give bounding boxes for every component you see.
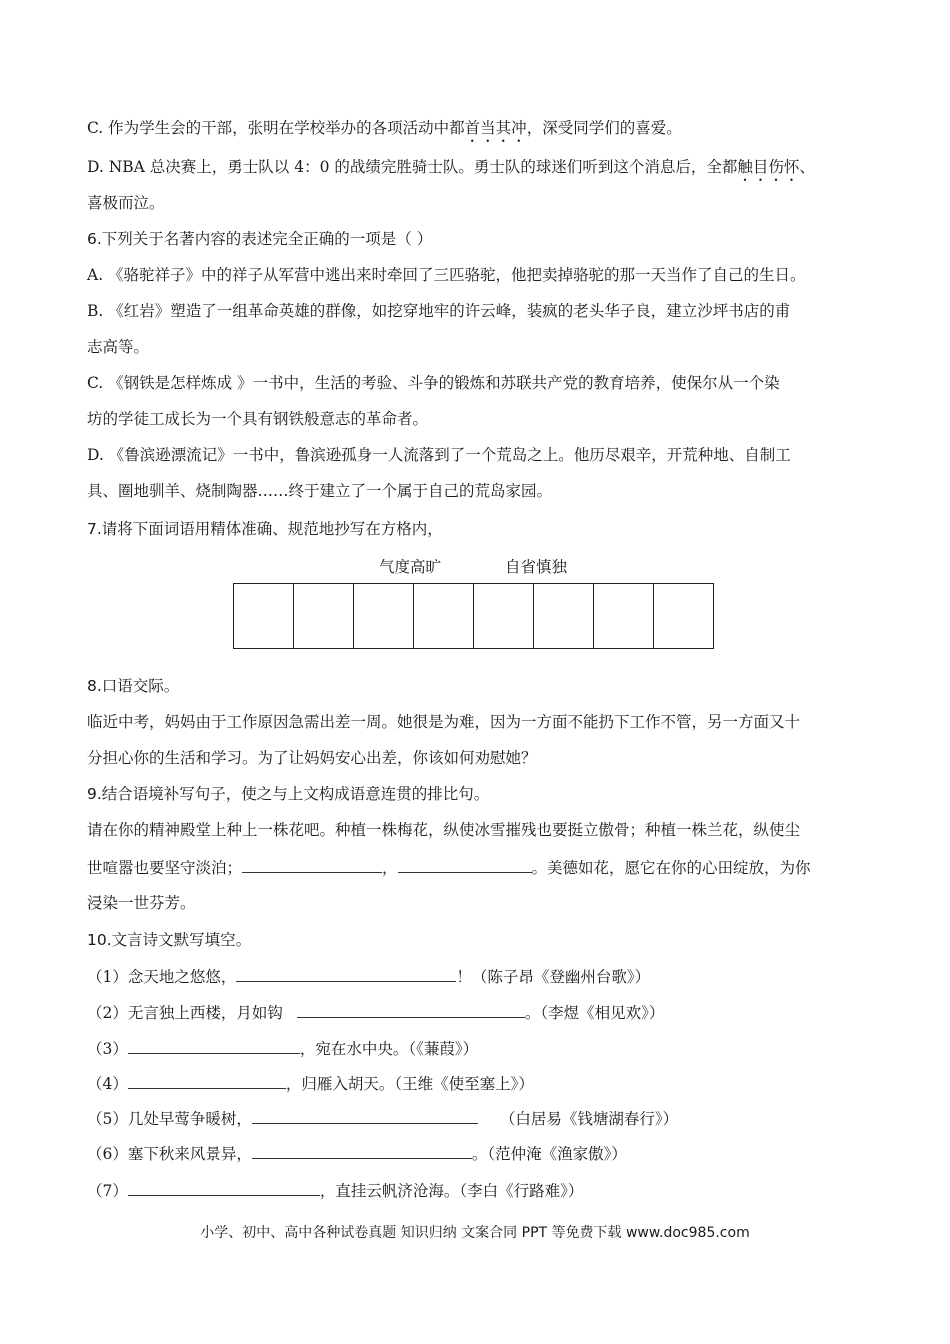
poem-blank-6[interactable] — [252, 1143, 472, 1159]
q10-item-4-start: （4） — [87, 1075, 128, 1093]
q10-item-3-end: ，宛在水中央。（《蒹葭》） — [299, 1040, 479, 1058]
q7-word-1: 气度高旷 — [379, 558, 442, 576]
q10-item-6-start: （6）塞下秋来风景异， — [87, 1145, 252, 1163]
q6-option-c: C. 《钢铁是怎样炼成 》一书中，生活的考验、斗争的锻炼和苏联共产党的教育培养，使保尔从一个染 — [87, 374, 780, 392]
q6-option-b-line2: 志高等。 — [87, 338, 150, 356]
grid-cell[interactable] — [534, 584, 594, 648]
poem-blank-1[interactable] — [236, 966, 456, 982]
q10-item-7-start: （7） — [87, 1182, 128, 1200]
fill-blank-1[interactable] — [242, 857, 382, 873]
q8-title: 8.口语交际。 — [87, 677, 180, 695]
q10-item-5 — [87, 1108, 678, 1129]
q6-option-b: B. 《红岩》塑造了一组革命英雄的群像，如挖穿地牢的许云峰，装疯的老头华子良，建立沙坪书店的甫 — [87, 302, 791, 320]
q10-item-6-end: 。（范仲淹《渔家傲》） — [471, 1145, 627, 1163]
q10-item-5-end: （白居易《钱塘湖春行》） — [499, 1110, 679, 1128]
q9-comma: ， — [382, 859, 398, 877]
q10-item-7 — [87, 1180, 583, 1201]
poem-blank-7[interactable] — [128, 1180, 320, 1196]
q6-option-d-line2: 具、圈地驯羊、烧制陶器……终于建立了一个属于自己的荒岛家园。 — [87, 482, 553, 500]
q8-line-2: 分担心你的生活和学习。为了让妈妈安心出差，你该如何劝慰她？ — [87, 749, 537, 767]
q10-item-7-end: ，直挂云帆济沧海。（李白《行路难》） — [319, 1182, 584, 1200]
q9-title: 9.结合语境补写句子，使之与上文构成语意连贯的排比句。 — [87, 785, 490, 803]
q5-c-text: C. 作为学生会的干部，张明在学校举办的各项活动中都 — [87, 119, 465, 137]
q9-line-2-start: 世喧嚣也要坚守淡泊； — [87, 859, 243, 877]
q10-item-1-end: ！（陈子昂《登幽州台歌》） — [456, 968, 651, 986]
q5-option-d — [87, 157, 815, 185]
grid-cell[interactable] — [414, 584, 474, 648]
page-footer: 小学、初中、高中各种试卷真题 知识归纳 文案合同 PPT 等免费下载 www.doc985.com — [200, 1225, 750, 1241]
writing-grid — [233, 583, 714, 649]
q6-option-a: A. 《骆驼祥子》中的祥子从军营中逃出来时牵回了三匹骆驼，他把卖掉骆驼的那一天当作了自己的生日。 — [87, 266, 806, 284]
grid-cell[interactable] — [294, 584, 354, 648]
poem-blank-5[interactable] — [252, 1108, 478, 1124]
q10-item-2-end: 。（李煜《相见欢》） — [524, 1004, 665, 1022]
poem-blank-4[interactable] — [128, 1073, 286, 1089]
q10-item-2-start: （2）无言独上西楼，月如钩 — [87, 1004, 283, 1022]
q5-d-idiom: 触目伤怀 — [737, 158, 800, 176]
grid-cell[interactable] — [234, 584, 294, 648]
q10-item-1-start: （1）念天地之悠悠， — [87, 968, 237, 986]
q10-title: 10.文言诗文默写填空。 — [87, 931, 252, 949]
q9-line-1: 请在你的精神殿堂上种上一株花吧。种植一株梅花，纵使冰雪摧残也要挺立傲骨；种植一株兰花，纵使尘 — [87, 821, 801, 839]
q5-d-text: D. NBA 总决赛上，勇士队以 4：0 的战绩完胜骑士队。勇士队的球迷们听到这个消息后，全都 — [87, 158, 738, 176]
q10-item-2 — [87, 1002, 664, 1023]
q10-item-3-start: （3） — [87, 1040, 128, 1058]
q9-line-3: 浸染一世芬芳。 — [87, 894, 196, 912]
q10-item-5-start: （5）几处早莺争暖树， — [87, 1110, 252, 1128]
q5-d-text-end: 、 — [799, 158, 815, 176]
q7-title: 7.请将下面词语用精体准确、规范地抄写在方格内， — [87, 520, 443, 538]
grid-cell[interactable] — [354, 584, 414, 648]
q10-item-6 — [87, 1143, 627, 1164]
q9-line-2-end: 。美德如花，愿它在你的心田绽放，为你 — [531, 859, 811, 877]
q10-item-1 — [87, 966, 650, 987]
q5-c-idiom: 首当其冲 — [464, 119, 527, 137]
grid-cell[interactable] — [594, 584, 654, 648]
grid-cell[interactable] — [474, 584, 534, 648]
q10-item-3 — [87, 1038, 478, 1059]
grid-cell[interactable] — [654, 584, 713, 648]
q8-line-1: 临近中考，妈妈由于工作原因急需出差一周。她很是为难，因为一方面不能扔下工作不管，另一方面又十 — [87, 713, 801, 731]
q5-c-text-end: ，深受同学们的喜爱。 — [526, 119, 682, 137]
poem-blank-3[interactable] — [128, 1038, 300, 1054]
fill-blank-2[interactable] — [398, 857, 532, 873]
q6-option-d: D. 《鲁滨逊漂流记》一书中，鲁滨逊孤身一人流落到了一个荒岛之上。他历尽艰辛，开荒种地、自制工 — [87, 446, 791, 464]
poem-blank-2[interactable] — [297, 1002, 525, 1018]
q7-word-2: 自省慎独 — [505, 558, 568, 576]
q6-title: 6.下列关于名著内容的表述完全正确的一项是（ ） — [87, 230, 433, 248]
q5-option-c — [87, 118, 682, 146]
q6-option-c-line2: 坊的学徒工成长为一个具有钢铁般意志的革命者。 — [87, 410, 429, 428]
q9-line-2 — [87, 857, 811, 878]
q5-option-d-line2: 喜极而泣。 — [87, 194, 165, 212]
q10-item-4-end: ，归雁入胡天。（王维《使至塞上》） — [285, 1075, 534, 1093]
q10-item-4 — [87, 1073, 534, 1094]
